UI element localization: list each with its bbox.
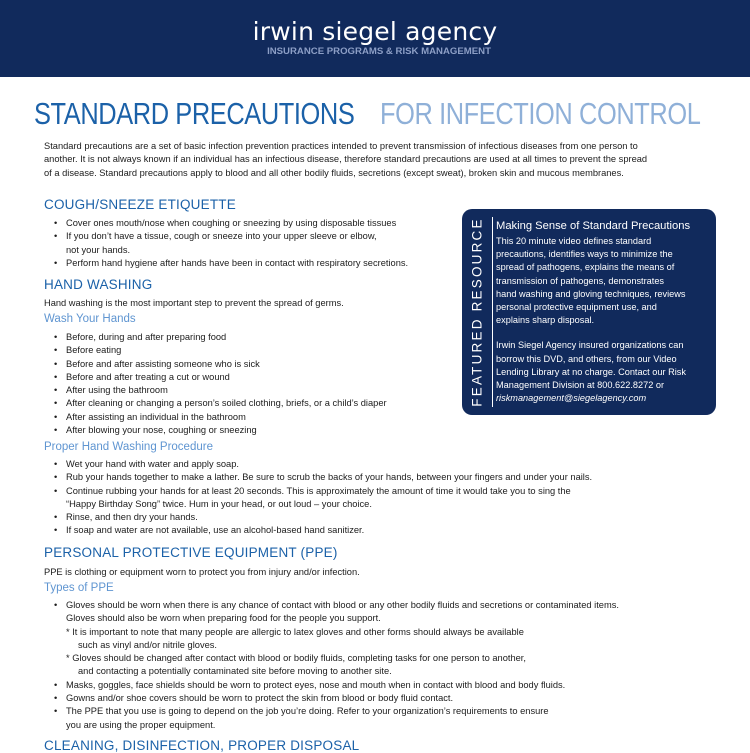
list-item-text: Masks, goggles, face shields should be worn to protect eyes, nose and mouth when in contact with blood and body fluids.	[66, 679, 566, 690]
procedure-subheading: Proper Hand Washing Procedure	[44, 441, 213, 453]
list-item-note: such as vinyl and/or nitrile gloves.	[78, 639, 218, 650]
ppe-types-subheading: Types of PPE	[44, 582, 114, 594]
list-item	[52, 411, 387, 424]
list-item	[52, 397, 387, 410]
featured-resource-label	[462, 209, 492, 415]
cough-list	[52, 217, 408, 270]
list-item-text: After cleaning or changing a person’s soiled clothing, briefs, or a child’s diaper	[66, 398, 387, 409]
list-item-text: Gowns and/or shoe covers should be worn to protect the skin from blood or body fluid contact.	[66, 693, 454, 704]
list-item-text: • Gloves should be worn when there is any chance of contact with blood or any other bodily fluids and secretions or contaminated items.	[66, 600, 619, 610]
agency-logo	[0, 18, 750, 58]
list-item	[52, 358, 387, 371]
ppe-list	[52, 599, 619, 732]
wash-hands-subheading: Wash Your Hands	[44, 313, 136, 325]
list-item	[52, 485, 592, 512]
intro-line: of a disease. Standard precautions apply to blood and all other bodily fluids, secretions (except sweat), broken skin and mucous membranes.	[44, 167, 624, 178]
list-item-text: • If you don’t have a tissue, cough or sneeze into your upper sleeve or elbow,	[66, 231, 377, 242]
list-item-text: Before eating	[66, 345, 122, 356]
title-bold: STANDARD PRECAUTIONS	[34, 96, 355, 131]
list-item-note: * Gloves should be changed after contact with blood or bodily fluids, completing tasks for one person to another,	[66, 653, 526, 664]
list-item	[52, 230, 408, 257]
procedure-list	[52, 458, 592, 538]
list-item-text: “Happy Birthday Song” twice. Hum in your head, or out loud – your choice.	[66, 498, 372, 509]
list-item	[52, 257, 408, 270]
ppe-intro: PPE is clothing or equipment worn to protect you from injury and/or infection.	[44, 567, 360, 577]
list-item-text: • Continue rubbing your hands for at least 20 seconds. This is approximately the amount of time it would take you to sing the	[66, 485, 571, 496]
header-banner	[0, 0, 750, 77]
list-item	[52, 524, 592, 537]
wash-hands-list	[52, 331, 387, 437]
featured-line: personal protective equipment use, and	[496, 302, 657, 313]
cleaning-heading: CLEANING, DISINFECTION, PROPER DISPOSAL	[44, 738, 360, 753]
logo-tagline: INSURANCE PROGRAMS & RISK MANAGEMENT	[267, 46, 491, 57]
featured-resource-box	[462, 209, 716, 415]
list-item	[52, 217, 408, 230]
list-item-note: and contacting a potentially contaminated site before moving to another site.	[78, 666, 392, 677]
list-item-text: After assisting an individual in the bathroom	[66, 411, 246, 422]
list-item-text: Rub your hands together to make a lather. Be sure to scrub the backs of your hands, between your fingers and under your nails.	[66, 472, 593, 483]
list-item	[52, 471, 592, 484]
list-item-text: Perform hand hygiene after hands have been in contact with respiratory secretions.	[66, 257, 409, 268]
featured-line: Lending Library at no charge. Contact our Risk	[496, 366, 686, 377]
list-item	[52, 331, 387, 344]
featured-title: Making Sense of Standard Precautions	[496, 220, 691, 232]
featured-body	[496, 218, 710, 405]
featured-line: hand washing and gloving techniques, reviews	[496, 288, 686, 299]
contact-email-link[interactable]: riskmanagement@siegelagency.com	[496, 393, 647, 404]
list-item	[52, 679, 619, 692]
list-item-text: you are using the proper equipment.	[66, 719, 216, 730]
intro-line: another. It is not always known if an individual has an infectious disease, therefore standard precautions are used at all times to prevent the spread	[44, 154, 648, 165]
featured-side-text: FEATURED RESOURCE	[469, 217, 485, 407]
list-item-note: * It is important to note that many people are allergic to latex gloves and other forms should always be available	[66, 626, 524, 637]
featured-line: spread of pathogens, explains the means of	[496, 262, 675, 273]
title-light: FOR INFECTION CONTROL	[379, 96, 701, 131]
list-item-text: Wet your hand with water and apply soap.	[66, 459, 239, 469]
handwashing-intro: Hand washing is the most important step to prevent the spread of germs.	[44, 298, 344, 308]
list-item	[52, 458, 592, 471]
list-item-text: Before and after treating a cut or wound	[66, 371, 230, 382]
featured-line: This 20 minute video defines standard	[496, 236, 652, 246]
ppe-heading: PERSONAL PROTECTIVE EQUIPMENT (PPE)	[44, 545, 338, 560]
list-item	[52, 599, 619, 679]
intro-paragraph	[44, 140, 714, 180]
list-item-text: not your hands.	[66, 244, 131, 255]
list-item-text: After blowing your nose, coughing or sneezing	[66, 425, 257, 436]
featured-line: explains sharp disposal.	[496, 315, 595, 326]
list-item-text: • The PPE that you use is going to depend on the job you’re doing. Refer to your organization’s requirements to ensure	[66, 706, 549, 717]
handwashing-heading: HAND WASHING	[44, 277, 153, 292]
logo-name: irwin siegel agency	[252, 17, 498, 46]
list-item-text: If soap and water are not available, use an alcohol-based hand sanitizer.	[66, 525, 365, 536]
featured-line: Irwin Siegel Agency insured organizations can	[496, 340, 684, 351]
featured-line: precautions, identifies ways to minimize the	[496, 249, 673, 260]
featured-line: transmission of pathogens, demonstrates	[496, 275, 665, 286]
list-item-text: Gloves should also be worn when preparing food for the people you support.	[66, 613, 381, 624]
list-item-text: Before and after assisting someone who is sick	[66, 358, 260, 369]
page-title	[34, 96, 750, 138]
featured-line: borrow this DVD, and others, from our Video	[496, 353, 677, 364]
list-item	[52, 705, 619, 732]
list-item	[52, 692, 619, 705]
featured-line: Management Division at 800.622.8272 or	[496, 380, 665, 391]
list-item	[52, 371, 387, 384]
intro-line: Standard precautions are a set of basic infection prevention practices intended to prevent transmission of infectious diseases from one person to	[44, 141, 638, 151]
featured-divider	[492, 217, 493, 407]
cough-heading: COUGH/SNEEZE ETIQUETTE	[44, 197, 236, 212]
list-item	[52, 344, 387, 357]
list-item-text: Rinse, and then dry your hands.	[66, 512, 198, 523]
list-item-text: Cover ones mouth/nose when coughing or sneezing by using disposable tissues	[66, 218, 397, 228]
list-item-text: Before, during and after preparing food	[66, 332, 227, 342]
list-item	[52, 384, 387, 397]
list-item	[52, 424, 387, 437]
list-item	[52, 511, 592, 524]
list-item-text: After using the bathroom	[66, 385, 168, 396]
